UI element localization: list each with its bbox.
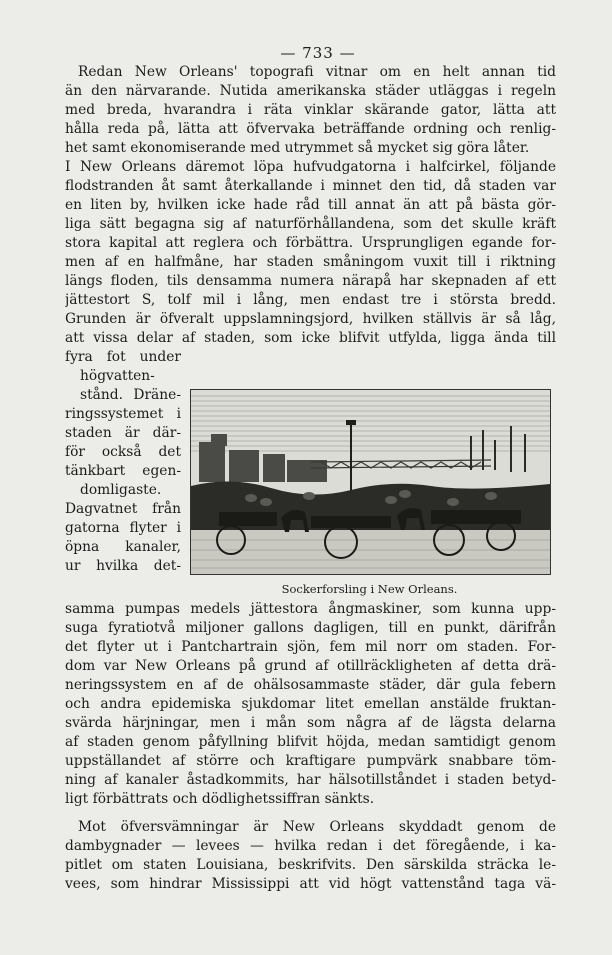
text-line: samma pumpas medels jättestora ångmaskiner, som kunna upp- xyxy=(65,601,556,617)
text-line-side: öpna kanaler, xyxy=(65,539,181,555)
text-line: af staden genom påfyllning blifvit höjda, medan samtidigt genom xyxy=(65,734,556,750)
page-number: — 733 — xyxy=(280,44,356,62)
text-line-side: ur hvilka det- xyxy=(65,558,181,574)
text-line: Grunden är öfveralt uppslamningsjord, hvilken ställvis är så låg, xyxy=(65,311,556,327)
text-line: het samt ekonomiserande med utrymmet så mycket sig göra låter. xyxy=(65,140,530,156)
text-line-side: fyra fot under xyxy=(65,349,181,365)
text-line: med breda, hvarandra i räta vinklar skärande gator, lätta att xyxy=(65,102,556,118)
text-line: svärda härjningar, men i mån som några af de lägsta delarna xyxy=(65,715,556,731)
text-line: suga fyratiotvå miljoner gallons dagligen, till en punkt, därifrån xyxy=(65,620,556,636)
text-line: Mot öfversvämningar är New Orleans skyddadt genom de xyxy=(78,819,556,835)
text-line: och andra epidemiska sjukdomar litet emellan anstälde fruktan- xyxy=(65,696,556,712)
text-line-side: ringssystemet i xyxy=(65,406,181,422)
text-line-side: gatorna flyter i xyxy=(65,520,181,536)
text-line: hålla reda på, lätta att öfvervaka beträffande ordning och renlig- xyxy=(65,121,556,137)
text-line: än den närvarande. Nutida amerikanska städer utläggas i regeln xyxy=(65,83,556,99)
text-line: jättestort S, tolf mil i lång, men endast tre i största bredd. xyxy=(65,292,556,308)
text-line: ligt förbättrats och dödlighetssiffran sänkts. xyxy=(65,791,375,807)
text-line: en liten by, hvilken icke hade råd till annat än att på bästa gör- xyxy=(65,197,556,213)
text-line: Redan New Orleans' topografi vitnar om en helt annan tid xyxy=(78,64,556,80)
text-line: att vissa delar af staden, som icke blifvit utfylda, ligga ända till xyxy=(65,330,556,346)
text-line: dom var New Orleans på grund af otillräckligheten af detta drä- xyxy=(65,658,556,674)
text-line-side: stånd. Dräne- xyxy=(80,387,181,403)
text-line: men af en halfmåne, har staden småningom vuxit till i riktning xyxy=(65,254,556,270)
text-line-side: domligaste. xyxy=(80,482,162,498)
text-line: dambygnader — levees — hvilka redan i det föregående, i ka- xyxy=(65,838,556,854)
text-line: pitlet om staten Louisiana, beskrifvits. Den särskilda sträcka le- xyxy=(65,857,556,873)
text-line-side: staden är där- xyxy=(65,425,181,441)
text-line: det flyter ut i Pantchartrain sjön, fem mil norr om staden. For- xyxy=(65,639,556,655)
text-line-side: Dagvatnet från xyxy=(65,501,181,517)
text-line: längs floden, tils densamma numera närapå har skepnaden af ett xyxy=(65,273,556,289)
figure-caption: Sockerforsling i New Orleans. xyxy=(281,582,458,596)
text-line: vees, som hindrar Mississippi att vid högt vattenstånd taga vä- xyxy=(65,876,556,892)
text-line: stora kapital att reglera och förbättra. Ursprungligen egande for- xyxy=(65,235,556,251)
text-line-side: tänkbart egen- xyxy=(65,463,181,479)
engraving-illustration xyxy=(190,389,551,575)
text-line: ning af kanaler åstadkommits, har hälsotillståndet i staden betyd- xyxy=(65,772,556,788)
text-line: I New Orleans däremot löpa hufvudgatorna i halfcirkel, följande xyxy=(65,159,556,175)
text-line-side: för också det xyxy=(65,444,181,460)
text-line: liga sätt begagna sig af naturförhållandena, som det skulle kräft xyxy=(65,216,556,232)
text-line: flodstranden åt samt återkallande i minnet den tid, då staden var xyxy=(65,178,556,194)
text-line-side: högvatten- xyxy=(80,368,155,384)
text-line: uppställandet af större och kraftigare pumpvärk snabbare töm- xyxy=(65,753,556,769)
text-line: neringssystem en af de ohälsosammaste städer, där gula febern xyxy=(65,677,556,693)
